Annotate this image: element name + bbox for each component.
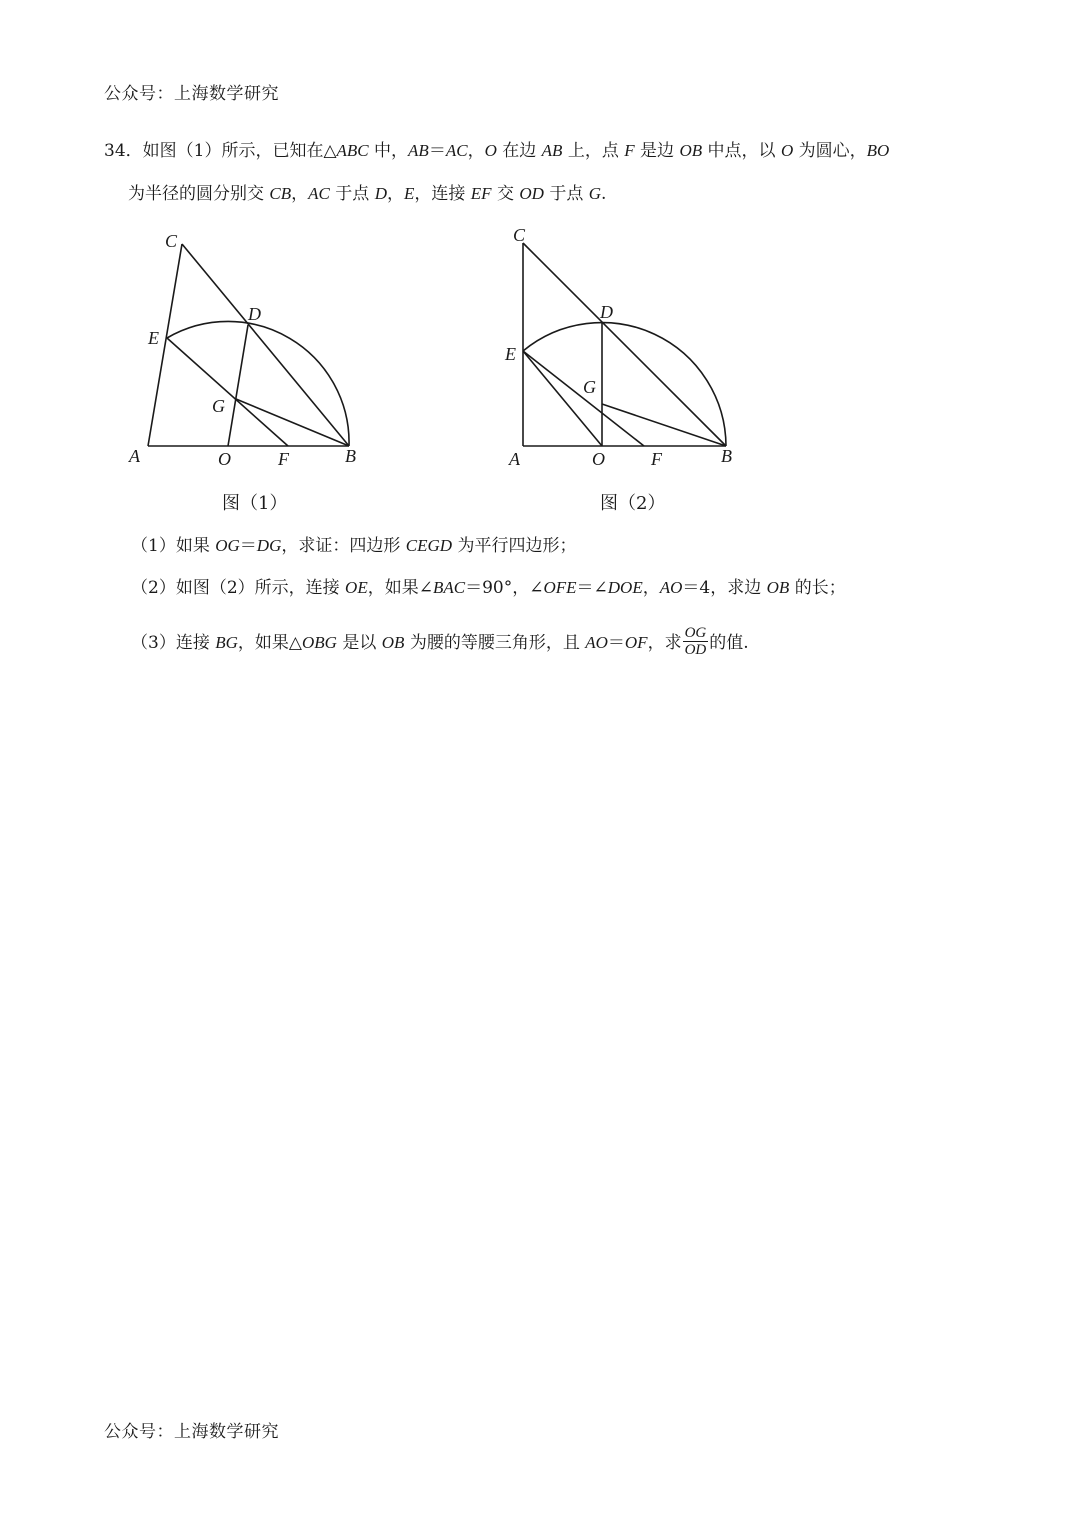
fig1-label-B: B <box>345 446 356 466</box>
subquestion-2: （2）如图（2）所示，连接 OE，如果∠BAC＝90°，∠OFE＝∠DOE，AO＝4，求边 OB 的长； <box>131 578 846 598</box>
subquestion-3: （3）连接 BG，如果△OBG 是以 OB 为腰的等腰三角形，且 AO＝OF，求 $\frac{OG}{OD}$ 的值. <box>131 625 749 658</box>
fig2-arc <box>523 323 726 446</box>
fig2-label-G: G <box>583 377 596 397</box>
fig1-label-D: D <box>248 304 261 324</box>
problem-statement-line2: 为半径的圆分别交 CB，AC 于点 D，E，连接 EF 交 OD 于点 G. <box>128 184 607 204</box>
fig1-segment-OD <box>228 325 248 446</box>
fig1-label-G: G <box>212 396 225 416</box>
figure-2 <box>523 243 726 446</box>
page-footer-source: 公众号：上海数学研究 <box>104 1422 279 1442</box>
figure-2-caption: 图（2） <box>600 493 666 514</box>
fig1-label-F: F <box>278 449 289 469</box>
figure-2-labels <box>504 225 732 469</box>
fig1-segment-GB <box>236 399 349 446</box>
fraction-numerator: OG <box>684 625 707 641</box>
subquestion-1: （1）如果 OG＝DG，求证：四边形 CEGD 为平行四边形； <box>131 536 577 556</box>
figure-1 <box>148 244 349 446</box>
fig2-label-E: E <box>505 344 516 364</box>
fig1-label-E: E <box>148 328 159 348</box>
fig2-segment-EO <box>523 351 602 446</box>
fig1-segment-CB <box>182 244 349 446</box>
fraction-og-over-od <box>683 625 709 658</box>
fig1-label-O: O <box>218 449 231 469</box>
fig2-label-B: B <box>721 446 732 466</box>
fig2-label-F: F <box>651 449 662 469</box>
fig2-segment-EF <box>523 351 644 446</box>
problem-statement-line1: 34．如图（1）所示，已知在△ABC 中，AB＝AC，O 在边 AB 上，点 F 是边 OB 中点，以 O 为圆心，BO <box>104 141 890 161</box>
fig2-label-O: O <box>592 449 605 469</box>
fig1-arc <box>167 321 349 446</box>
fig2-segment-GB <box>602 404 726 446</box>
fig1-label-A: A <box>129 446 140 466</box>
fig1-segment-EF <box>167 338 288 446</box>
fig2-label-C: C <box>513 225 526 245</box>
fraction-denominator: OD <box>684 642 707 658</box>
page-header-source: 公众号：上海数学研究 <box>104 84 279 104</box>
fig2-label-A: A <box>509 449 520 469</box>
fig2-segment-CB <box>523 243 726 446</box>
fig1-label-C: C <box>165 231 178 251</box>
figure-1-caption: 图（1） <box>222 493 288 514</box>
figure-1-labels <box>128 231 356 469</box>
fig2-label-D: D <box>600 302 613 322</box>
